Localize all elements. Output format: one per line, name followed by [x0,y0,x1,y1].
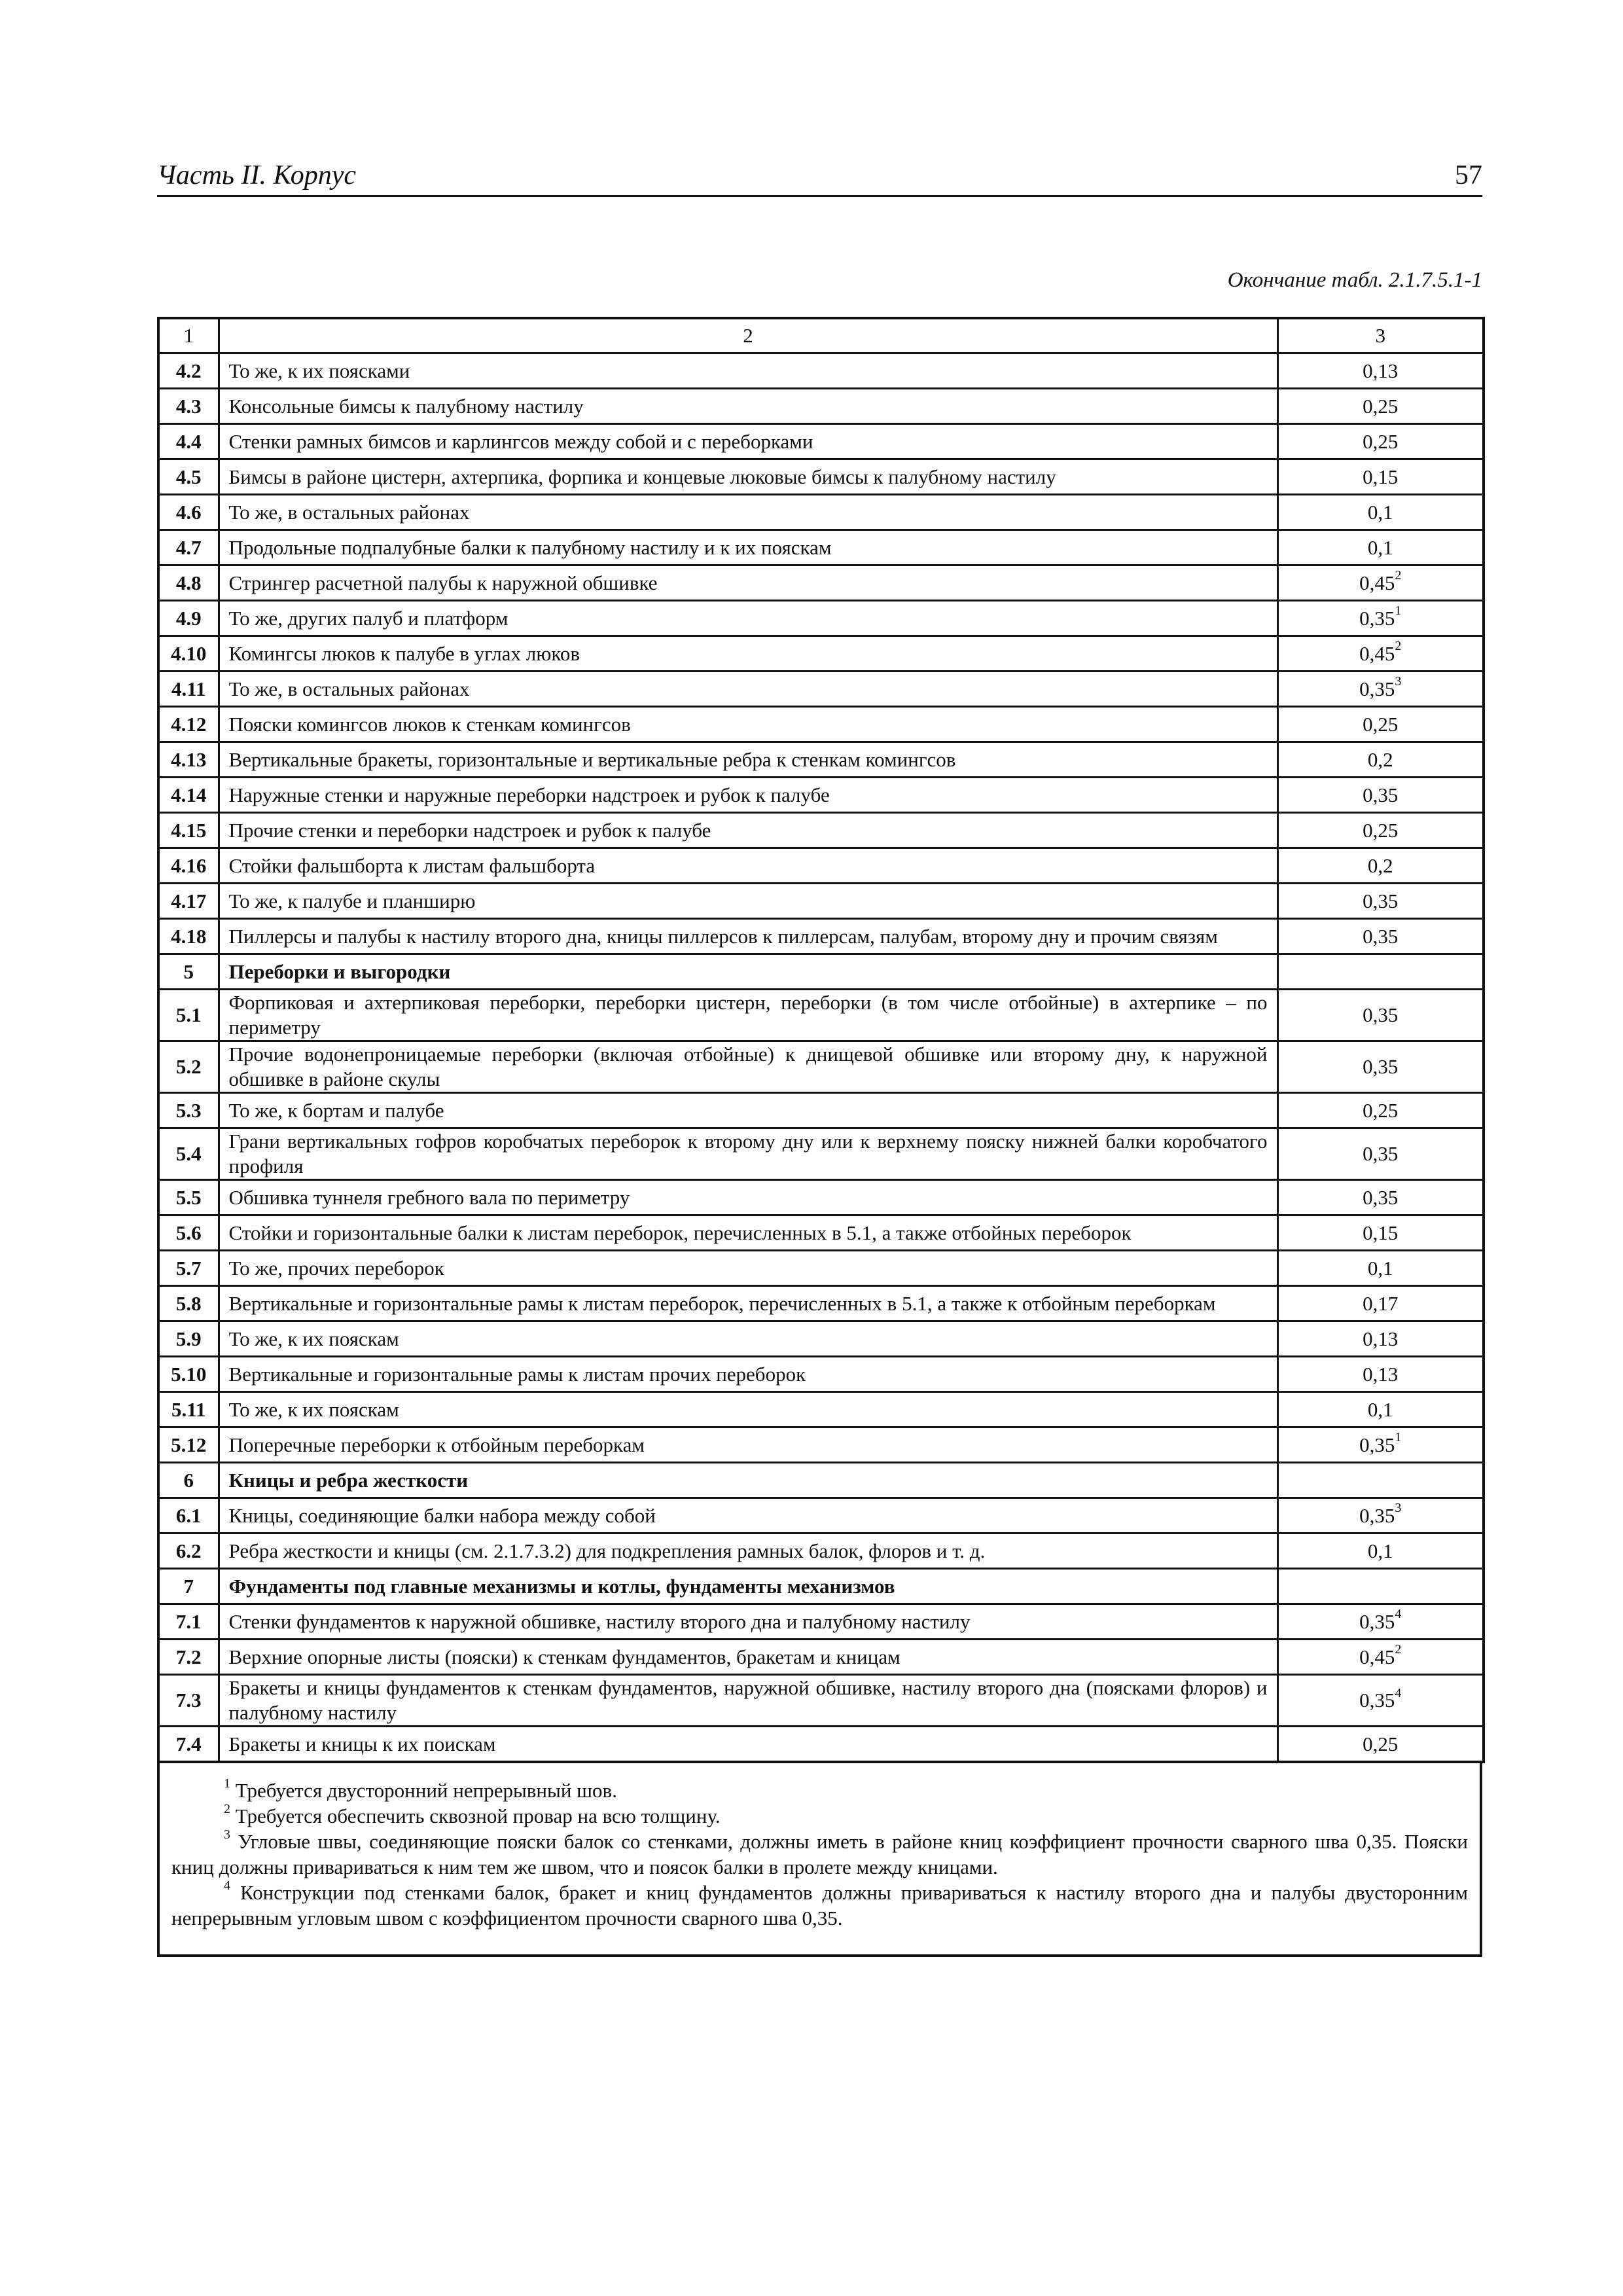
item-description: Пиллерсы и палубы к настилу второго дна, кницы пиллерсов к пиллерсам, палубам, второму дну и прочим связям [219,919,1277,954]
coefficient-cell [1277,1093,1484,1128]
section-title: Фундаменты под главные механизмы и котлы, фундаменты механизмов [219,1569,1277,1604]
column-header-3: 3 [1277,318,1484,353]
footnote-text: Конструкции под стенками балок, бракет и книц фундаментов должны привариваться к настилу второго дна и палубы двусторонним непрерывным угловым швом с коэффициентом прочности сварного шва 0,35. [171,1881,1468,1929]
table-row [158,1093,1484,1128]
coefficient-value: 0,45 [1359,571,1395,594]
table-row [158,848,1484,884]
item-description: Пояски комингсов люков к стенкам комингсов [219,707,1277,742]
item-description: То же, к палубе и планширю [219,884,1277,919]
item-description: То же, других палуб и платформ [219,601,1277,636]
item-number: 7.1 [158,1604,219,1640]
item-number: 7.3 [158,1675,219,1727]
footnote-text: Угловые швы, соединяющие пояски балок со стенками, должны иметь в районе книц коэффициент прочности сварного шва 0,35. Пояски книц должны привариваться к ним тем же швом, что и поясок балки в пролете между кницами. [171,1830,1468,1878]
coefficient-value: 0,17 [1363,1291,1399,1315]
item-number: 4.14 [158,778,219,813]
coefficient-cell [1277,1286,1484,1321]
item-number: 4.17 [158,884,219,919]
coefficient-value: 0,35 [1359,606,1395,630]
table-row [158,884,1484,919]
footnote [171,1778,1468,1803]
coefficient-cell [1277,1321,1484,1357]
item-number: 4.15 [158,813,219,848]
item-number: 4.5 [158,459,219,495]
coefficient-cell [1277,1128,1484,1180]
item-description: Обшивка туннеля гребного вала по периметру [219,1180,1277,1215]
coefficient-value: 0,13 [1363,359,1399,382]
footnote-number: 4 [224,1878,230,1893]
item-description: Вертикальные и горизонтальные рамы к листам прочих переборок [219,1357,1277,1392]
table-row [158,1251,1484,1286]
table-row [158,742,1484,778]
coefficient-value: 0,1 [1367,500,1393,524]
footnote-mark: 4 [1395,1607,1402,1622]
coefficient-cell [1277,459,1484,495]
table-row [158,990,1484,1041]
page-number: 57 [1455,160,1482,190]
footnote-mark: 3 [1395,674,1402,689]
table-row [158,919,1484,954]
item-number: 4.6 [158,495,219,530]
table-row [158,1180,1484,1215]
item-description: Прочие водонепроницаемые переборки (включая отбойные) к днищевой обшивке или второму дну, к наружной обшивке в районе скулы [219,1041,1277,1093]
coefficient-cell [1277,990,1484,1041]
item-number: 7 [158,1569,219,1604]
coefficient-cell [1277,1640,1484,1675]
table-row [158,1041,1484,1093]
item-description: Вертикальные бракеты, горизонтальные и вертикальные ребра к стенкам комингсов [219,742,1277,778]
item-number: 5.1 [158,990,219,1041]
table-row [158,672,1484,707]
item-number: 4.13 [158,742,219,778]
coefficient-value: 0,35 [1363,889,1399,912]
coefficient-value: 0,1 [1367,1397,1393,1421]
coefficient-cell [1277,1534,1484,1569]
coefficient-value: 0,35 [1359,677,1395,700]
coefficient-value: 0,35 [1363,783,1399,806]
coefficient-value: 0,35 [1359,1503,1395,1527]
item-number: 5.9 [158,1321,219,1357]
table-row [158,565,1484,601]
item-number: 4.16 [158,848,219,884]
table-row [158,530,1484,565]
footnote [171,1880,1468,1931]
coefficient-cell [1277,813,1484,848]
table-row [158,601,1484,636]
coefficient-cell [1277,1041,1484,1093]
item-number: 4.4 [158,424,219,459]
item-description: То же, к бортам и палубе [219,1093,1277,1128]
item-number: 4.18 [158,919,219,954]
footnotes [157,1761,1482,1957]
coefficient-cell [1277,1251,1484,1286]
section-title: Кницы и ребра жесткости [219,1463,1277,1498]
footnote-mark: 2 [1395,568,1402,583]
item-number: 5.8 [158,1286,219,1321]
coefficient-cell [1277,636,1484,672]
coefficient-value: 0,35 [1359,1689,1395,1712]
table-row [158,353,1484,389]
coefficient-cell [1277,530,1484,565]
coefficient-cell [1277,1392,1484,1427]
item-description: Продольные подпалубные балки к палубному настилу и к их пояскам [219,530,1277,565]
coefficient-value: 0,35 [1363,1055,1399,1078]
coefficient-value: 0,2 [1367,747,1393,771]
coefficient-value: 0,35 [1363,1185,1399,1209]
item-description: Стрингер расчетной палубы к наружной обшивке [219,565,1277,601]
coefficient-cell [1277,1357,1484,1392]
coefficient-value: 0,45 [1359,641,1395,665]
coefficient-value: 0,35 [1363,1003,1399,1026]
coefficient-cell [1277,601,1484,636]
table-row [158,813,1484,848]
coefficient-cell [1277,495,1484,530]
section-row [158,1569,1484,1604]
coefficient-cell [1277,1727,1484,1763]
item-description: Грани вертикальных гофров коробчатых переборок к второму дну или к верхнему пояску нижней балки коробчатого профиля [219,1128,1277,1180]
coefficient-value: 0,35 [1363,924,1399,948]
item-description: Бракеты и кницы фундаментов к стенкам фундаментов, наружной обшивке, настилу второго дна (поясками флоров) и палубному настилу [219,1675,1277,1727]
item-number: 4.12 [158,707,219,742]
table-row [158,1727,1484,1763]
item-description: Вертикальные и горизонтальные рамы к листам переборок, перечисленных в 5.1, а также к отбойным переборкам [219,1286,1277,1321]
item-number: 5.2 [158,1041,219,1093]
table-header-row [158,318,1484,353]
item-description: Форпиковая и ахтерпиковая переборки, переборки цистерн, переборки (в том числе отбойные) в ахтерпике – по периметру [219,990,1277,1041]
coefficient-cell [1277,424,1484,459]
coefficient-cell [1277,389,1484,424]
footnote-number: 2 [224,1801,230,1816]
coefficient-cell [1277,919,1484,954]
item-number: 4.7 [158,530,219,565]
table-row [158,1128,1484,1180]
coefficient-cell [1277,1604,1484,1640]
item-description: Наружные стенки и наружные переборки надстроек и рубок к палубе [219,778,1277,813]
table-row [158,1392,1484,1427]
item-description: Стенки рамных бимсов и карлингсов между собой и с переборками [219,424,1277,459]
coefficient-cell [1277,1180,1484,1215]
footnote-text: Требуется обеспечить сквозной провар на всю толщину. [235,1804,721,1827]
item-description: Прочие стенки и переборки надстроек и рубок к палубе [219,813,1277,848]
item-description: Верхние опорные листы (пояски) к стенкам фундаментов, бракетам и кницам [219,1640,1277,1675]
coefficient-cell [1277,353,1484,389]
item-description: Бимсы в районе цистерн, ахтерпика, форпика и концевые люковые бимсы к палубному настилу [219,459,1277,495]
item-number: 5.4 [158,1128,219,1180]
page-header [157,156,1482,197]
footnote-text: Требуется двусторонний непрерывный шов. [235,1779,617,1802]
footnote-mark: 3 [1395,1501,1402,1516]
footnote-mark: 4 [1395,1685,1402,1700]
item-number: 6.1 [158,1498,219,1534]
coefficient-value: 0,13 [1363,1327,1399,1350]
coefficient-cell [1277,742,1484,778]
coefficient-cell [1277,1569,1484,1604]
item-number: 5.6 [158,1215,219,1251]
coefficient-value: 0,45 [1359,1645,1395,1668]
coefficient-cell [1277,672,1484,707]
coefficient-value: 0,35 [1363,1142,1399,1165]
item-description: Бракеты и кницы к их поискам [219,1727,1277,1763]
table-row [158,389,1484,424]
item-description: То же, к их поясками [219,353,1277,389]
item-number: 4.3 [158,389,219,424]
item-number: 4.9 [158,601,219,636]
coefficient-cell [1277,1215,1484,1251]
item-description: То же, к их пояскам [219,1321,1277,1357]
table-row [158,1286,1484,1321]
item-description: То же, прочих переборок [219,1251,1277,1286]
coefficient-value: 0,25 [1363,712,1399,736]
item-number: 5.12 [158,1427,219,1463]
running-title: Часть II. Корпус [157,160,357,190]
item-number: 5.3 [158,1093,219,1128]
table-row [158,459,1484,495]
coefficient-value: 0,35 [1359,1433,1395,1456]
table-row [158,1604,1484,1640]
footnote-mark: 1 [1395,603,1402,619]
table-row [158,495,1484,530]
coefficient-cell [1277,1498,1484,1534]
table-row [158,636,1484,672]
footnote-mark: 2 [1395,639,1402,654]
item-number: 4.8 [158,565,219,601]
weld-coefficient-table [157,317,1485,1763]
footnote-number: 1 [224,1776,230,1791]
table-row [158,1640,1484,1675]
section-title: Переборки и выгородки [219,954,1277,990]
item-description: Консольные бимсы к палубному настилу [219,389,1277,424]
table-row [158,778,1484,813]
coefficient-value: 0,25 [1363,1732,1399,1755]
item-description: Поперечные переборки к отбойным переборкам [219,1427,1277,1463]
table-row [158,1498,1484,1534]
item-number: 4.10 [158,636,219,672]
table-row [158,1534,1484,1569]
column-header-1: 1 [158,318,219,353]
table-row [158,1675,1484,1727]
item-number: 7.2 [158,1640,219,1675]
coefficient-value: 0,35 [1359,1609,1395,1633]
coefficient-value: 0,25 [1363,1098,1399,1122]
item-number: 5.7 [158,1251,219,1286]
coefficient-value: 0,1 [1367,1256,1393,1280]
coefficient-cell [1277,848,1484,884]
item-description: Комингсы люков к палубе в углах люков [219,636,1277,672]
coefficient-value: 0,2 [1367,853,1393,877]
coefficient-value: 0,15 [1363,1221,1399,1244]
item-number: 6 [158,1463,219,1498]
coefficient-cell [1277,954,1484,990]
item-description: То же, в остальных районах [219,672,1277,707]
coefficient-value: 0,25 [1363,394,1399,418]
table-row [158,1427,1484,1463]
item-description: Стенки фундаментов к наружной обшивке, настилу второго дна и палубному настилу [219,1604,1277,1640]
item-description: То же, в остальных районах [219,495,1277,530]
coefficient-value: 0,1 [1367,1539,1393,1562]
section-row [158,954,1484,990]
table-body [158,318,1484,1762]
coefficient-cell [1277,1675,1484,1727]
item-number: 6.2 [158,1534,219,1569]
coefficient-cell [1277,884,1484,919]
item-number: 4.11 [158,672,219,707]
table-row [158,1321,1484,1357]
coefficient-cell [1277,1427,1484,1463]
item-description: Стойки и горизонтальные балки к листам переборок, перечисленных в 5.1, а также отбойных переборок [219,1215,1277,1251]
coefficient-value: 0,25 [1363,818,1399,842]
table-row [158,1215,1484,1251]
item-number: 5.5 [158,1180,219,1215]
item-number: 5 [158,954,219,990]
footnote-mark: 2 [1395,1642,1402,1657]
item-description: Стойки фальшборта к листам фальшборта [219,848,1277,884]
item-number: 4.2 [158,353,219,389]
section-row [158,1463,1484,1498]
coefficient-cell [1277,707,1484,742]
item-number: 5.11 [158,1392,219,1427]
item-number: 7.4 [158,1727,219,1763]
coefficient-value: 0,15 [1363,465,1399,488]
column-header-2: 2 [219,318,1277,353]
footnote [171,1829,1468,1880]
coefficient-value: 0,13 [1363,1362,1399,1386]
table-caption: Окончание табл. 2.1.7.5.1-1 [1227,268,1482,292]
table-row [158,424,1484,459]
table-row [158,1357,1484,1392]
coefficient-value: 0,1 [1367,535,1393,559]
coefficient-cell [1277,565,1484,601]
item-description: Кницы, соединяющие балки набора между собой [219,1498,1277,1534]
item-description: Ребра жесткости и кницы (см. 2.1.7.3.2) для подкрепления рамных балок, флоров и т. д. [219,1534,1277,1569]
table-row [158,707,1484,742]
footnote-number: 3 [224,1827,230,1842]
footnote [171,1803,1468,1829]
coefficient-cell [1277,778,1484,813]
item-description: То же, к их пояскам [219,1392,1277,1427]
coefficient-cell [1277,1463,1484,1498]
footnote-mark: 1 [1395,1430,1402,1445]
item-number: 5.10 [158,1357,219,1392]
coefficient-value: 0,25 [1363,429,1399,453]
